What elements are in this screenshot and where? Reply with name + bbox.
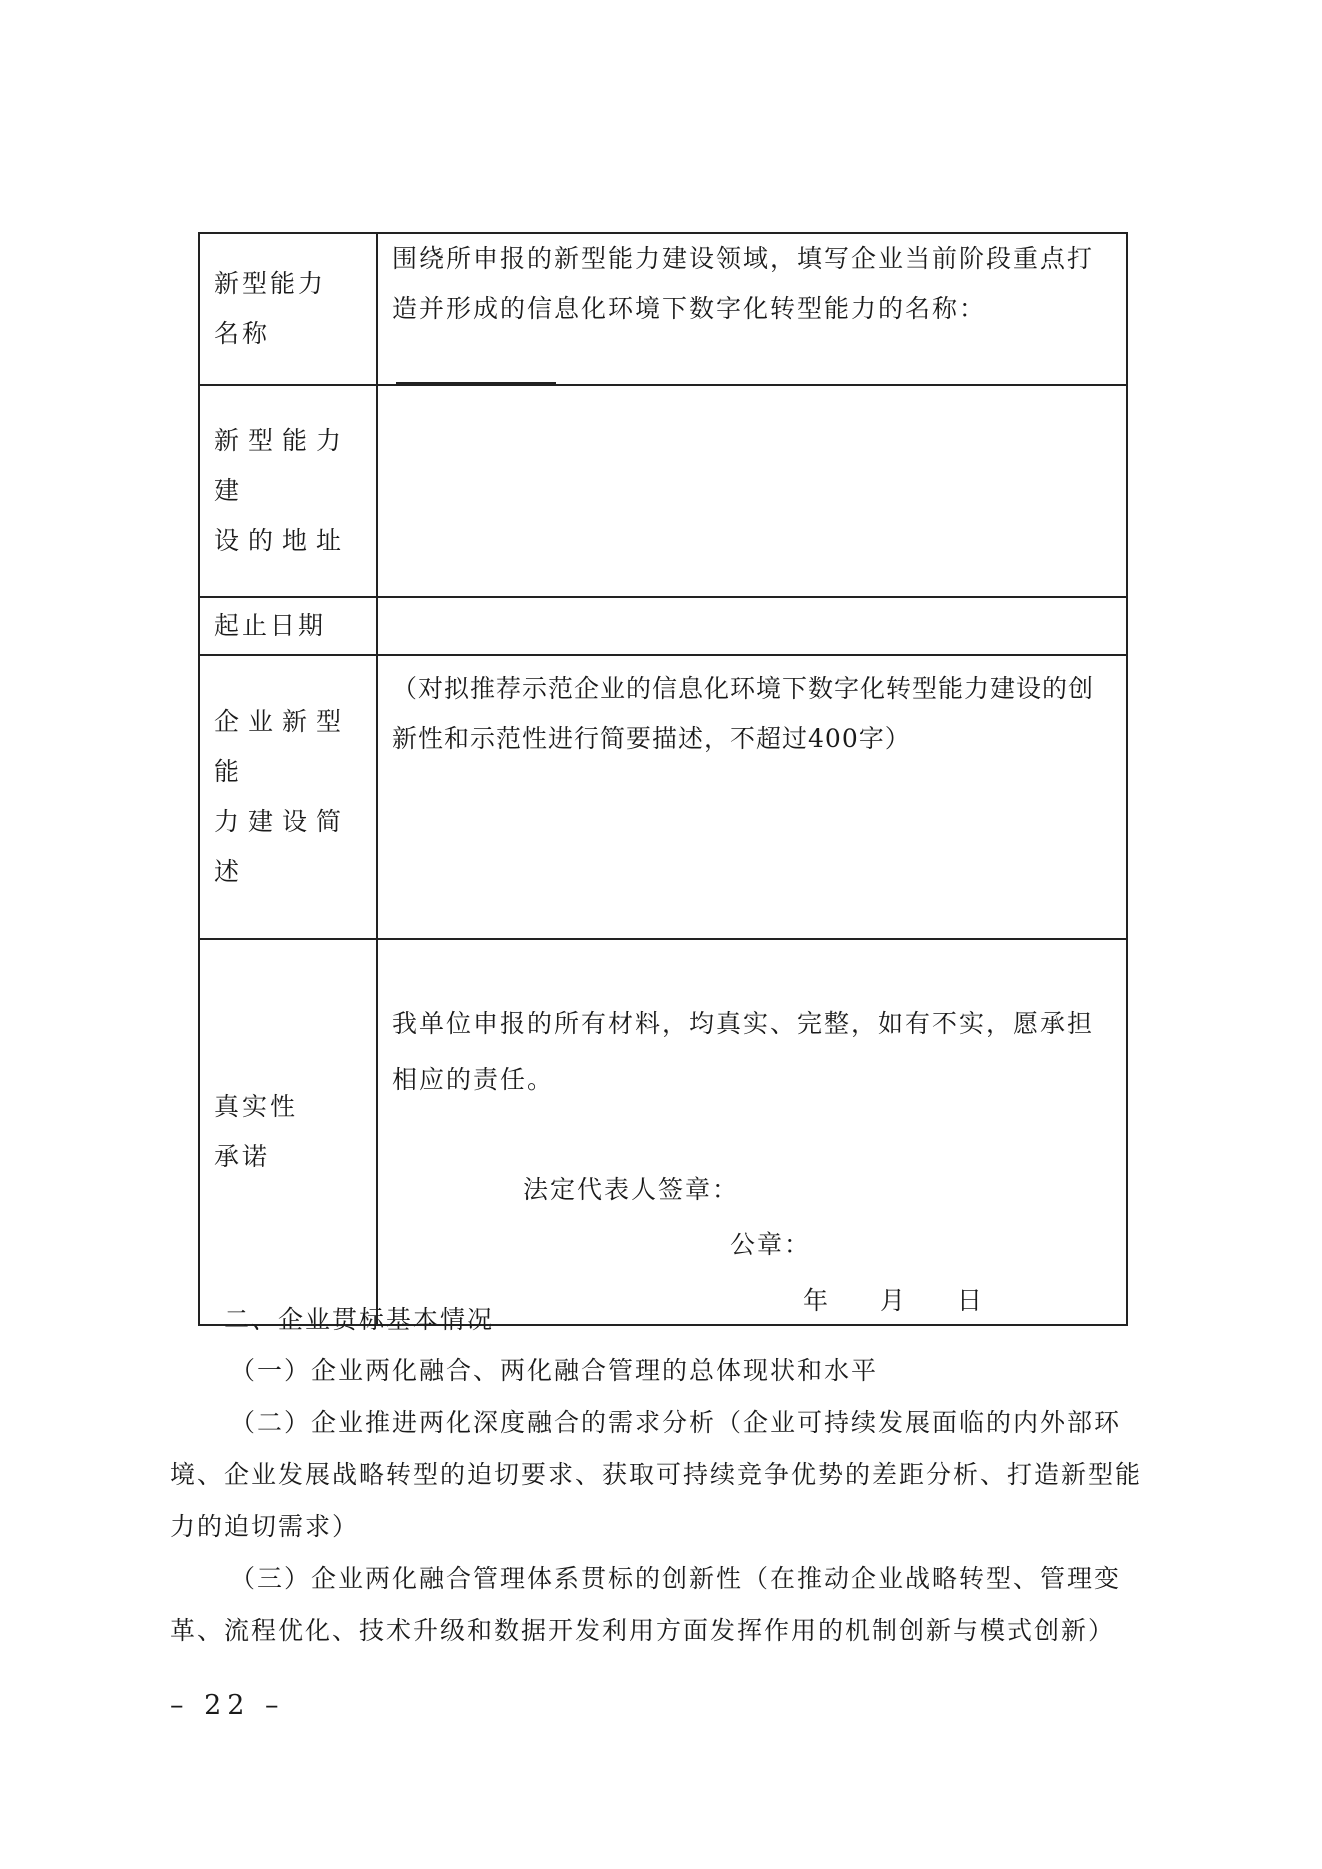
- legal-representative-signature: 法定代表人签章：: [523, 1175, 740, 1204]
- capability-name-instruction: 围绕所申报的新型能力建设领域，填写企业当前阶段重点打造并形成的信息化环境下数字化转型能力的名称：: [392, 244, 1095, 323]
- table-row: [199, 597, 1127, 655]
- date-month: 月: [879, 1286, 907, 1315]
- authenticity-pledge-label: 真实性 承诺: [199, 939, 377, 1325]
- signature-date: [803, 1276, 1024, 1326]
- capability-address-label: 新型能力建 设的地址: [199, 385, 377, 597]
- capability-description-field[interactable]: [377, 655, 1127, 939]
- capability-description-label: 企业新型能 力建设简述: [199, 655, 377, 939]
- section-item-1: （一）企业两化融合、两化融合管理的总体现状和水平: [230, 1356, 879, 1385]
- section-item-3: （三）企业两化融合管理体系贯标的创新性（在推动企业战略转型、管理变革、流程优化、技术升级和数据开发利用方面发挥作用的机制创新与模式创新）: [170, 1564, 1122, 1645]
- capability-name-field[interactable]: [377, 233, 1127, 385]
- fill-in-blank-line[interactable]: [396, 352, 556, 384]
- capability-address-field[interactable]: [377, 385, 1127, 597]
- date-range-field[interactable]: [377, 597, 1127, 655]
- table-row: [199, 385, 1127, 597]
- table-row: [199, 939, 1127, 1325]
- pledge-statement: 我单位申报的所有材料，均真实、完整，如有不实，愿承担相应的责任。: [392, 1009, 1095, 1094]
- date-range-label: 起止日期: [199, 597, 377, 655]
- page-number: – 22 –: [170, 1690, 285, 1721]
- date-year: 年: [803, 1286, 831, 1315]
- authenticity-pledge-field: [377, 939, 1127, 1325]
- table-row: [199, 233, 1127, 385]
- official-seal: 公章：: [730, 1230, 812, 1259]
- section-heading: 二、企业贯标基本情况: [224, 1305, 495, 1334]
- date-day: 日: [956, 1286, 984, 1315]
- capability-name-label: 新型能力 名称: [199, 233, 377, 385]
- table-row: [199, 655, 1127, 939]
- application-form-table: [198, 232, 1128, 1326]
- capability-description-instruction: （对拟推荐示范企业的信息化环境下数字化转型能力建设的创新性和示范性进行简要描述，不超过400字）: [392, 674, 1095, 753]
- section-item-2: （二）企业推进两化深度融合的需求分析（企业可持续发展面临的内外部环境、企业发展战略转型的迫切要求、获取可持续竞争优势的差距分析、打造新型能力的迫切需求）: [170, 1408, 1143, 1541]
